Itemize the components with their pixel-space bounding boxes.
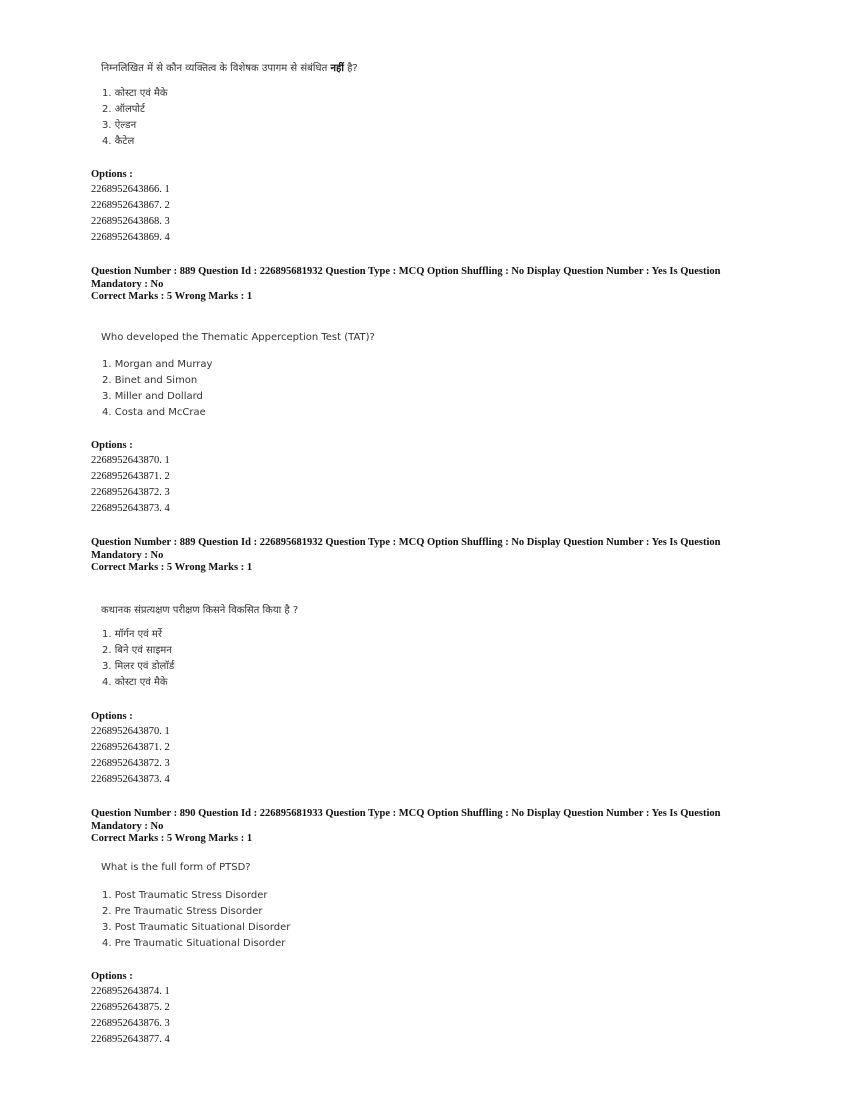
answer-choice: 2. Pre Traumatic Stress Disorder [102, 906, 263, 917]
question-text: What is the full form of PTSD? [101, 862, 251, 873]
question-text: Who developed the Thematic Apperception Test (TAT)? [101, 332, 375, 343]
answer-choice: 1. कोस्टा एवं मैके [102, 88, 168, 99]
question-text: कथानक संप्रत्यक्षण परीक्षण किसने विकसित किया है ? [101, 605, 299, 616]
answer-choice: 3. ऐल्डन [102, 120, 137, 131]
option-id: 2268952643873. 4 [91, 774, 170, 785]
option-id: 2268952643871. 2 [91, 471, 170, 482]
question-metadata: Question Number : 889 Question Id : 226895681932 Question Type : MCQ Option Shuffling : No Display Question Number : Yes Is Question Mandatory : No Correct Marks : 5 Wrong Marks : 1 [91, 537, 721, 573]
option-id: 2268952643877. 4 [91, 1034, 170, 1045]
answer-choice: 1. Morgan and Murray [102, 359, 213, 370]
question-metadata: Question Number : 890 Question Id : 226895681933 Question Type : MCQ Option Shuffling : No Display Question Number : Yes Is Question Mandatory : No Correct Marks : 5 Wrong Marks : 1 [91, 808, 721, 844]
option-id: 2268952643876. 3 [91, 1018, 170, 1029]
answer-choice: 4. Costa and McCrae [102, 407, 206, 418]
option-id-list [91, 182, 170, 246]
answer-choice: 3. Miller and Dollard [102, 391, 203, 402]
option-id: 2268952643866. 1 [91, 184, 170, 195]
emphasis-text: नहीं [330, 63, 344, 74]
option-id: 2268952643871. 2 [91, 742, 170, 753]
option-id: 2268952643873. 4 [91, 503, 170, 514]
answer-choice: 4. Pre Traumatic Situational Disorder [102, 938, 286, 949]
answer-choices [102, 888, 290, 952]
option-id: 2268952643869. 4 [91, 232, 170, 243]
option-id: 2268952643875. 2 [91, 1002, 170, 1013]
option-id: 2268952643872. 3 [91, 487, 170, 498]
answer-choice: 2. Binet and Simon [102, 375, 198, 386]
options-heading: Options : [91, 440, 133, 451]
option-id-list [91, 724, 170, 788]
options-heading: Options : [91, 971, 133, 982]
option-id: 2268952643868. 3 [91, 216, 170, 227]
answer-choice: 3. मिलर एवं डोलॉर्ड [102, 661, 175, 672]
option-id-list [91, 453, 170, 517]
option-id: 2268952643867. 2 [91, 200, 170, 211]
option-id-list [91, 984, 170, 1048]
answer-choice: 4. कोस्टा एवं मैके [102, 677, 168, 688]
question-metadata: Question Number : 889 Question Id : 226895681932 Question Type : MCQ Option Shuffling : No Display Question Number : Yes Is Question Mandatory : No Correct Marks : 5 Wrong Marks : 1 [91, 266, 721, 302]
answer-choice: 2. बिने एवं साइमन [102, 645, 172, 656]
answer-choice: 1. मॉर्गन एवं मर्रे [102, 629, 162, 640]
answer-choices [102, 357, 212, 421]
answer-choice: 2. ऑलपोर्ट [102, 104, 146, 115]
options-heading: Options : [91, 169, 133, 180]
answer-choice: 3. Post Traumatic Situational Disorder [102, 922, 291, 933]
question-text: निम्नलिखित में से कौन व्यक्तित्व के विशेषक उपागम से संबंधित नहीं है? [101, 63, 358, 74]
option-id: 2268952643874. 1 [91, 986, 170, 997]
option-id: 2268952643870. 1 [91, 455, 170, 466]
answer-choices [102, 86, 168, 150]
option-id: 2268952643870. 1 [91, 726, 170, 737]
answer-choice: 1. Post Traumatic Stress Disorder [102, 890, 268, 901]
options-heading: Options : [91, 711, 133, 722]
answer-choices [102, 627, 174, 691]
answer-choice: 4. कैटेल [102, 136, 135, 147]
option-id: 2268952643872. 3 [91, 758, 170, 769]
